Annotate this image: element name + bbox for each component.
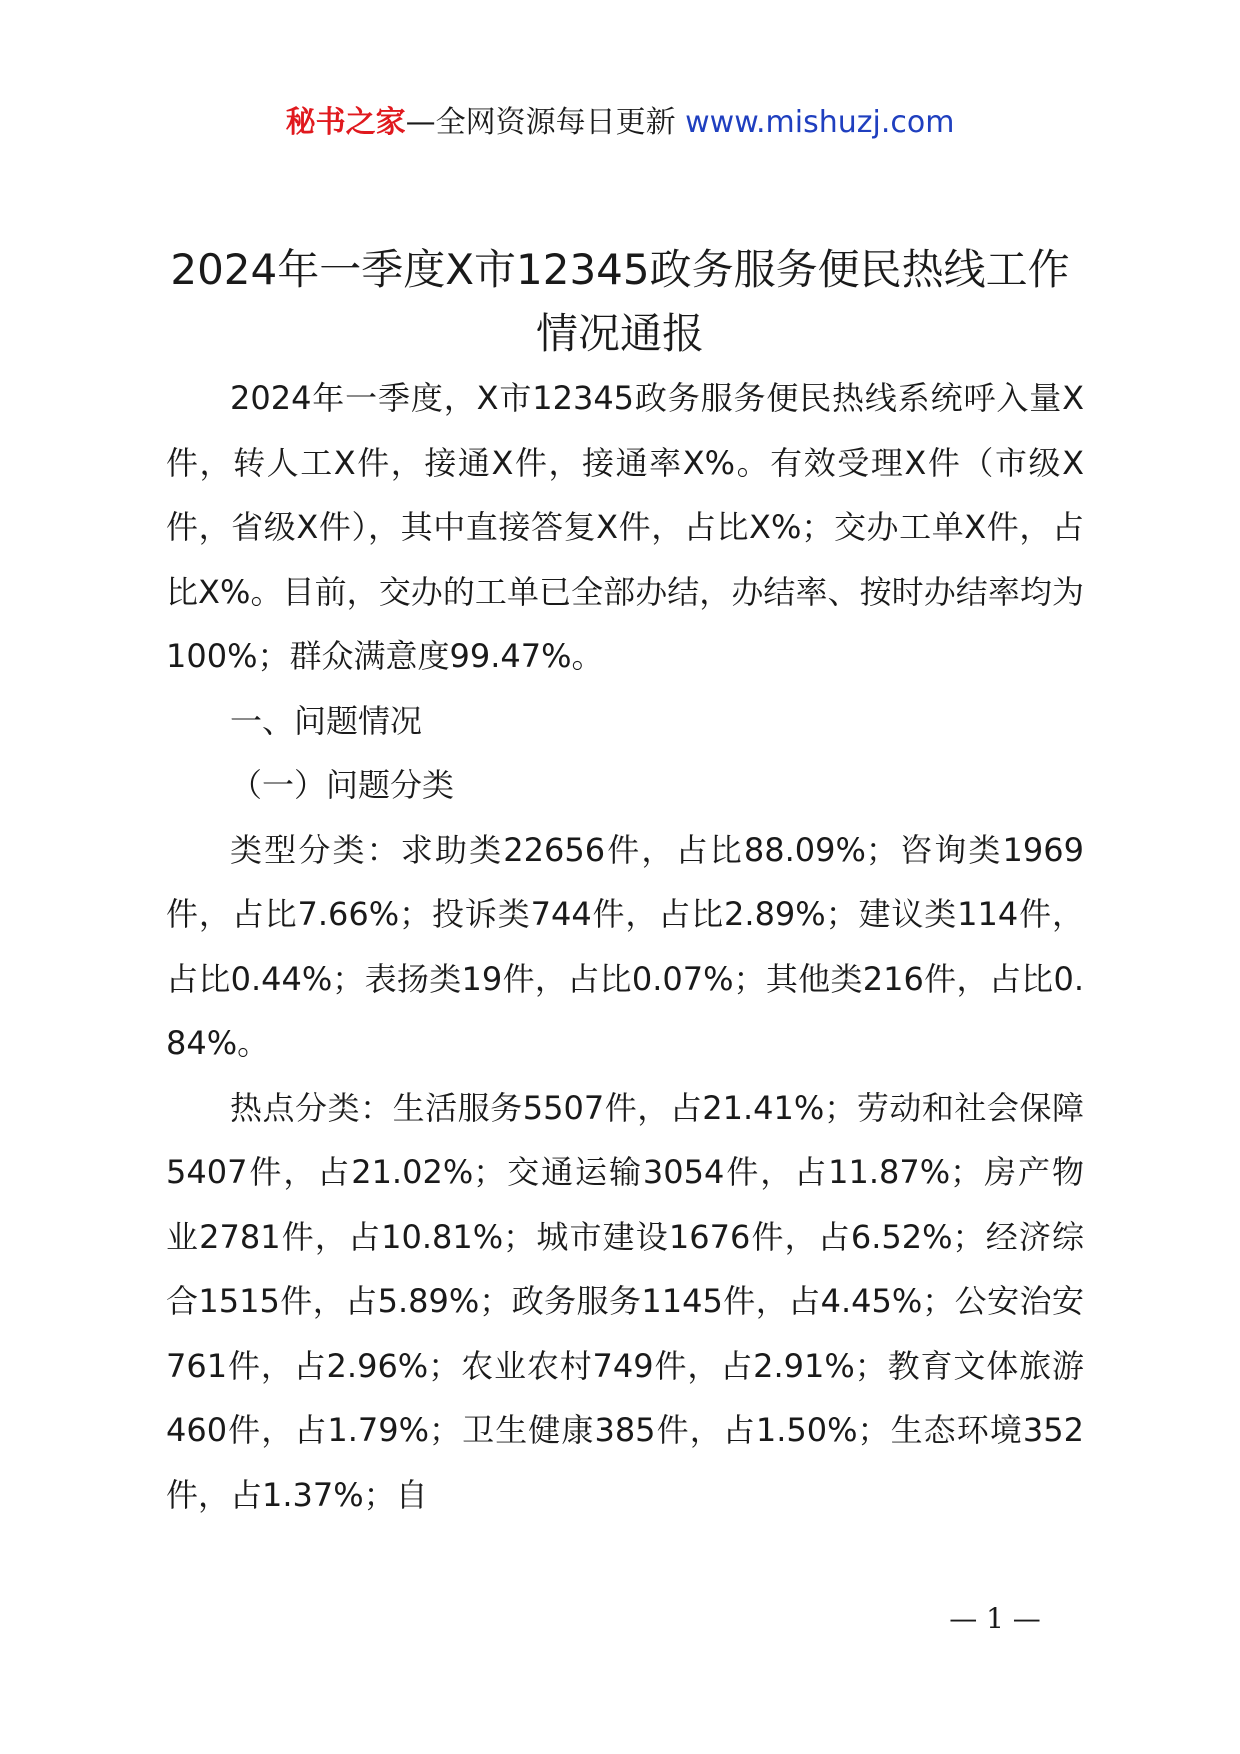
type-classification-paragraph: 类型分类：求助类22656件，占比88.09%；咨询类1969件，占比7.66%；投诉类744件，占比2.89%；建议类114件，占比0.44%；表扬类19件，占比0.07%；其他类216件，占比0.84%。 bbox=[166, 830, 1084, 1062]
page-number: — 1 — bbox=[949, 1602, 1041, 1635]
hotspot-classification-paragraph: 热点分类：生活服务5507件，占21.41%；劳动和社会保障5407件，占21.02%；交通运输3054件，占11.87%；房产物业2781件，占10.81%；城市建设1676件，占6.52%；经济综合1515件，占5.89%；政务服务1145件，占4.45%；公安治安761件，占2.96%；农业农村749件，占2.91%；教育文体旅游460件，占1.79%；卫生健康385件，占1.50%；生态环境352件，占1.37%；自 bbox=[166, 1088, 1084, 1514]
site-header bbox=[0, 100, 1240, 146]
site-tagline: —全网资源每日更新 bbox=[405, 105, 676, 140]
site-brand: 秘书之家 bbox=[285, 105, 406, 140]
site-url-link[interactable]: www.mishuzj.com bbox=[685, 105, 955, 140]
document-title: 2024年一季度X市12345政务服务便民热线工作情况通报 bbox=[170, 245, 1070, 358]
section-heading: 一、问题情况 bbox=[230, 701, 423, 740]
subsection-heading: （一）问题分类 bbox=[230, 766, 455, 804]
intro-paragraph: 2024年一季度，X市12345政务服务便民热线系统呼入量X件，转人工X件，接通X件，接通率X%。有效受理X件（市级X件，省级X件），其中直接答复X件，占比X%；交办工单X件，占比X%。目前，交办的工单已全部办结，办结率、按时办结率均为100%；群众满意度99.47%。 bbox=[166, 379, 1084, 675]
document-body bbox=[166, 366, 1084, 1527]
